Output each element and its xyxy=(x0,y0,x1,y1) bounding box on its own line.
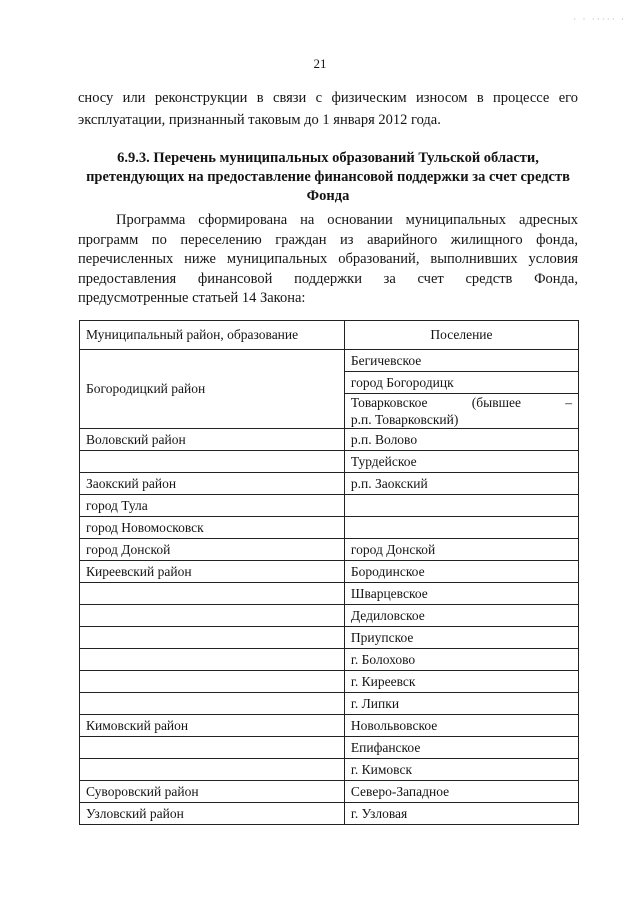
settlement-cell: город Богородицк xyxy=(344,372,578,394)
settlement-cell xyxy=(344,517,578,539)
district-cell: Кимовский район xyxy=(80,715,345,737)
table-row xyxy=(80,649,579,671)
header-settlement: Поселение xyxy=(344,321,578,350)
continued-paragraph: сносу или реконструкции в связи с физическим износом в процессе его эксплуатации, признанный таковым до 1 января 2012 года. xyxy=(78,90,578,128)
table-row xyxy=(80,561,579,583)
district-cell: Воловский район xyxy=(80,429,345,451)
table-row xyxy=(80,583,579,605)
settlement-cell: Бегичевское xyxy=(344,350,578,372)
district-cell xyxy=(80,671,345,693)
municipalities-table xyxy=(79,320,579,825)
district-cell xyxy=(80,627,345,649)
settlement-cell xyxy=(344,495,578,517)
table-row xyxy=(80,693,579,715)
settlement-cell: р.п. Заокский xyxy=(344,473,578,495)
table-header-row xyxy=(80,321,579,350)
district-cell xyxy=(80,693,345,715)
table-row xyxy=(80,539,579,561)
settlement-cell: Турдейское xyxy=(344,451,578,473)
table-row xyxy=(80,627,579,649)
table-row xyxy=(80,473,579,495)
settlement-cell: Дедиловское xyxy=(344,605,578,627)
settlement-cell: Бородинское xyxy=(344,561,578,583)
table-row xyxy=(80,495,579,517)
table-row xyxy=(80,759,579,781)
table-row xyxy=(80,451,579,473)
table-row xyxy=(80,350,579,372)
district-cell: Киреевский район xyxy=(80,561,345,583)
table-row xyxy=(80,737,579,759)
table-row xyxy=(80,429,579,451)
settlement-cell: г. Киреевск xyxy=(344,671,578,693)
table-row xyxy=(80,715,579,737)
table-row xyxy=(80,605,579,627)
district-cell xyxy=(80,583,345,605)
table-row xyxy=(80,803,579,825)
settlement-cell: г. Липки xyxy=(344,693,578,715)
settlement-cell: Епифанское xyxy=(344,737,578,759)
district-cell xyxy=(80,759,345,781)
settlement-line-2: р.п. Товарковский) xyxy=(350,412,459,427)
settlement-cell: Северо-Западное xyxy=(344,781,578,803)
district-cell: Узловский район xyxy=(80,803,345,825)
settlement-cell: г. Кимовск xyxy=(344,759,578,781)
district-cell: город Новомосковск xyxy=(80,517,345,539)
settlement-cell: Новольвовское xyxy=(344,715,578,737)
settlement-line-1: Товарковское (бывшее – xyxy=(350,395,572,410)
header-district: Муниципальный район, образование xyxy=(80,321,345,350)
district-cell xyxy=(80,605,345,627)
table-row xyxy=(80,671,579,693)
district-cell: город Донской xyxy=(80,539,345,561)
scan-artifact: · · ····· · xyxy=(573,14,626,24)
settlement-cell: Приупское xyxy=(344,627,578,649)
settlement-cell xyxy=(344,394,578,429)
district-cell: Суворовский район xyxy=(80,781,345,803)
table-row xyxy=(80,781,579,803)
settlement-cell: город Донской xyxy=(344,539,578,561)
page-number: 21 xyxy=(313,56,327,71)
district-cell xyxy=(80,737,345,759)
section-heading: 6.9.3. Перечень муниципальных образований Тульской области, претендующих на предоставление финансовой поддержки за счет средств Фонда xyxy=(86,150,570,204)
district-cell: Заокский район xyxy=(80,473,345,495)
settlement-cell: р.п. Волово xyxy=(344,429,578,451)
district-cell: город Тула xyxy=(80,495,345,517)
district-cell: Богородицкий район xyxy=(80,350,345,429)
settlement-cell: г. Узловая xyxy=(344,803,578,825)
district-cell xyxy=(80,451,345,473)
settlement-cell: г. Болохово xyxy=(344,649,578,671)
intro-paragraph: Программа сформирована на основании муниципальных адресных программ по переселению граждан из аварийного жилищного фонда, перечисленных ниже муниципальных образований, выполнивших условия предоставления финансовой поддержки за счет средств Фонда, предусмотренные статьей 14 Закона: xyxy=(78,212,578,306)
table-row xyxy=(80,517,579,539)
settlement-cell: Шварцевское xyxy=(344,583,578,605)
district-cell xyxy=(80,649,345,671)
